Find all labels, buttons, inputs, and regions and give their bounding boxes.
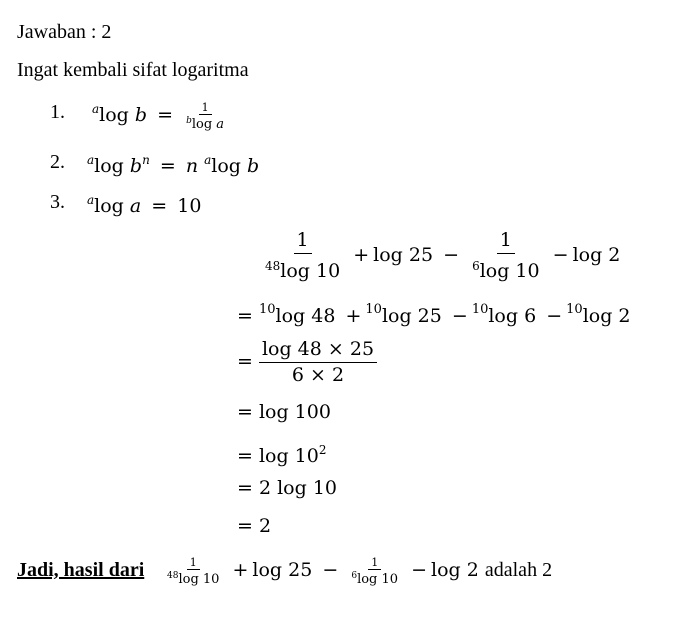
conclusion-label-text: Jadi, hasil dari bbox=[17, 559, 145, 581]
step-0-expression bbox=[262, 228, 620, 284]
s5-eq: = bbox=[237, 477, 253, 499]
s1-b4: 10 bbox=[566, 302, 583, 317]
s1-t1: log 48 bbox=[275, 305, 336, 327]
p3-base: a bbox=[87, 193, 95, 207]
property-3-formula bbox=[87, 188, 201, 218]
p3-val: 10 bbox=[177, 195, 202, 217]
c-den1: log 10 bbox=[178, 572, 220, 587]
s1-op3: − bbox=[546, 305, 563, 327]
step-2 bbox=[237, 337, 377, 388]
p2-log: log bbox=[94, 155, 124, 177]
c-base1: 48 bbox=[167, 571, 179, 581]
s0-end: log 2 bbox=[572, 244, 621, 266]
c-minus2: − bbox=[411, 559, 428, 581]
step-2-fraction bbox=[259, 337, 377, 388]
c-num2: 1 bbox=[368, 556, 381, 570]
p3-eq: = bbox=[151, 195, 168, 217]
s1-op2: − bbox=[451, 305, 468, 327]
answer-line: Jawaban : 2 bbox=[17, 21, 112, 43]
p2-log2: log bbox=[211, 155, 241, 177]
p1-den-arg: a bbox=[216, 117, 225, 132]
step-6 bbox=[237, 514, 271, 538]
s6-t: 2 bbox=[258, 515, 272, 537]
s0-base1: 48 bbox=[265, 259, 281, 273]
s1-eq: = bbox=[237, 305, 253, 327]
s5-t: 2 log 10 bbox=[258, 477, 337, 499]
p1-numerator: 1 bbox=[199, 101, 212, 115]
step-1 bbox=[237, 298, 631, 328]
p1-log: log bbox=[99, 104, 129, 126]
p1-arg: b bbox=[134, 104, 148, 126]
s3-t: log 100 bbox=[258, 401, 331, 423]
s2-eq: = bbox=[237, 350, 253, 373]
c-tail: adalah 2 bbox=[484, 559, 553, 581]
p1-base: a bbox=[92, 102, 100, 116]
property-2-number: 2. bbox=[50, 151, 65, 173]
c-den2: log 10 bbox=[357, 572, 399, 587]
s4-eq: = bbox=[237, 445, 253, 467]
p1-den-base: b bbox=[186, 116, 192, 126]
c-minus: − bbox=[322, 559, 339, 581]
property-1-number: 1. bbox=[50, 101, 65, 123]
s4-t: log 10 bbox=[258, 445, 319, 467]
p1-fraction bbox=[183, 101, 227, 131]
s1-b1: 10 bbox=[258, 302, 276, 317]
s0-minus2: − bbox=[552, 244, 569, 266]
s0-num2: 1 bbox=[497, 228, 515, 254]
p2-eq: = bbox=[159, 155, 176, 177]
p3-log: log bbox=[94, 195, 124, 217]
p2-n: n bbox=[185, 155, 199, 177]
p2-base: a bbox=[87, 153, 95, 167]
conclusion-fraction-1 bbox=[164, 556, 222, 586]
conclusion-fraction-2 bbox=[348, 556, 401, 586]
step-0-fraction-2 bbox=[469, 228, 543, 284]
property-3-number: 3. bbox=[50, 191, 65, 213]
p2-exp: n bbox=[142, 153, 150, 167]
c-base2: 6 bbox=[351, 571, 358, 581]
step-4 bbox=[237, 438, 327, 468]
p1-den-log: log bbox=[191, 117, 213, 132]
s2-num: log 48 × 25 bbox=[259, 337, 377, 363]
intro-line: Ingat kembali sifat logaritma bbox=[17, 59, 249, 81]
s0-den2: log 10 bbox=[479, 260, 540, 282]
p2-arg: b bbox=[129, 155, 143, 177]
s4-exp: 2 bbox=[318, 443, 327, 457]
step-3 bbox=[237, 400, 331, 424]
conclusion-expression bbox=[164, 556, 552, 586]
s0-minus: − bbox=[443, 244, 460, 266]
c-num1: 1 bbox=[187, 556, 200, 570]
step-5 bbox=[237, 476, 337, 500]
s1-t4: log 2 bbox=[582, 305, 631, 327]
property-2-formula bbox=[87, 148, 259, 178]
c-plus: + bbox=[232, 559, 249, 581]
s0-num1: 1 bbox=[294, 228, 312, 254]
p1-eq: = bbox=[157, 104, 174, 126]
p3-arg: a bbox=[129, 195, 142, 217]
p2-base2: a bbox=[204, 153, 212, 167]
p2-arg2: b bbox=[247, 155, 260, 177]
s0-mid: log 25 bbox=[373, 244, 434, 266]
step-0-fraction-1 bbox=[262, 228, 343, 284]
s1-b2: 10 bbox=[365, 302, 382, 317]
s6-eq: = bbox=[237, 515, 253, 537]
s1-op1: + bbox=[345, 305, 362, 327]
s1-t2: log 25 bbox=[381, 305, 442, 327]
s1-t3: log 6 bbox=[488, 305, 537, 327]
s2-den: 6 × 2 bbox=[291, 364, 345, 386]
c-end: log 2 bbox=[431, 559, 479, 581]
s0-base2: 6 bbox=[472, 259, 480, 273]
conclusion-label bbox=[17, 558, 144, 582]
c-mid: log 25 bbox=[252, 559, 313, 581]
s0-den1: log 10 bbox=[280, 260, 341, 282]
s0-plus: + bbox=[353, 244, 370, 266]
s1-b3: 10 bbox=[471, 302, 489, 317]
property-1-formula bbox=[92, 97, 227, 131]
s3-eq: = bbox=[237, 401, 253, 423]
